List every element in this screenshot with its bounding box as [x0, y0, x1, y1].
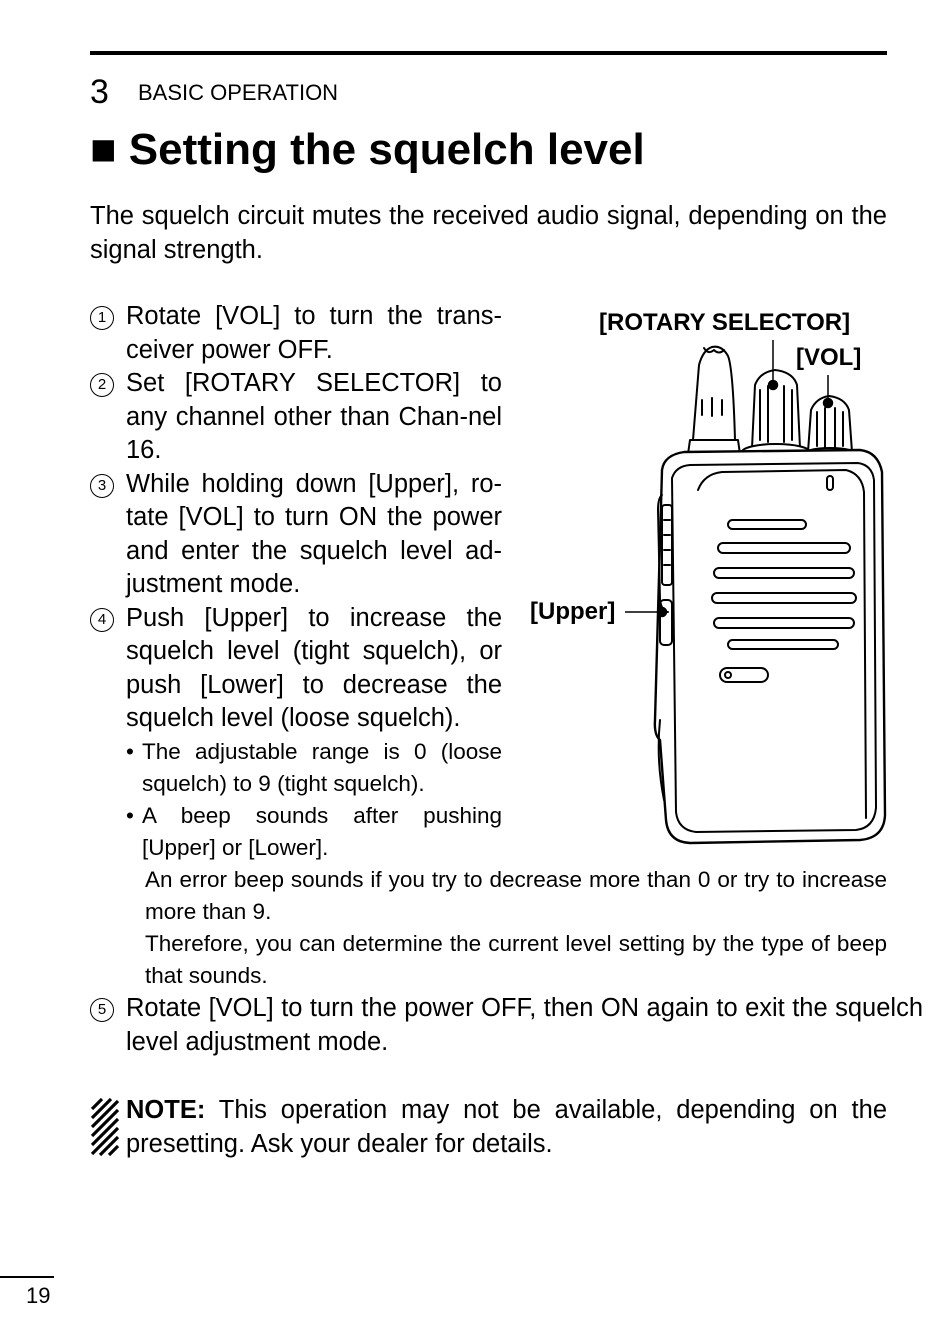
- note-text: [126, 1093, 887, 1161]
- step-4: [90, 602, 502, 736]
- chapter-title: BASIC OPERATION: [138, 80, 339, 105]
- bullet-mark: •: [126, 802, 134, 828]
- note-label: NOTE:: [126, 1096, 206, 1124]
- step-3: [90, 468, 502, 602]
- vol-label: [VOL]: [796, 344, 862, 371]
- step-5: [90, 992, 923, 1059]
- step-text: Rotate [VOL] to turn the power OFF, then ON again to exit the squelch level adjustment mode.: [126, 994, 923, 1056]
- step-1: [90, 300, 502, 367]
- chapter-number: 3: [90, 73, 109, 111]
- top-rule: [90, 51, 887, 55]
- note-body: This operation may not be available, depending on the presetting. Ask your dealer for details.: [126, 1096, 887, 1158]
- note-icon: [90, 1097, 120, 1157]
- bullet-text: The adjustable range is 0 (loose squelch) to 9 (tight squelch).: [142, 738, 502, 796]
- step-number-1: 1: [90, 306, 114, 330]
- bullet-mark: •: [126, 738, 134, 764]
- step-text: While holding down [Upper], ro-tate [VOL] to turn ON the power and enter the squelch level ad-justment mode.: [126, 469, 502, 598]
- bullet-text: A beep sounds after pushing [Upper] or [Lower].: [142, 802, 502, 860]
- footer-rule: [0, 1276, 54, 1278]
- step-2: [90, 367, 502, 468]
- continuation-line: Therefore, you can determine the current level setting by the type of beep that sounds.: [145, 931, 887, 988]
- step-number-2: 2: [90, 373, 114, 397]
- intro-paragraph: The squelch circuit mutes the received audio signal, depending on the signal strength.: [90, 202, 887, 264]
- step-number-5: 5: [90, 998, 114, 1022]
- continuation-line: An error beep sounds if you try to decrease more than 0 or try to increase more than 9.: [145, 867, 887, 924]
- step-text: Push [Upper] to increase the squelch level (tight squelch), or push [Lower] to decrease the squelch level (loose squelch).: [126, 603, 502, 732]
- step-text: Set [ROTARY SELECTOR] to any channel other than Chan-nel 16.: [126, 369, 502, 464]
- transceiver-illustration: [520, 300, 900, 850]
- bullet-continuation: [145, 864, 887, 992]
- step-number-4: 4: [90, 608, 114, 632]
- section-title: ■ Setting the squelch level: [90, 125, 645, 174]
- page-number: 19: [26, 1283, 51, 1308]
- rotary-selector-label: [ROTARY SELECTOR]: [599, 309, 851, 336]
- upper-label: [Upper]: [530, 598, 616, 625]
- bullet-item: [90, 736, 502, 800]
- bullet-item: [90, 800, 502, 864]
- step-text: Rotate [VOL] to turn the trans-ceiver power OFF.: [126, 302, 502, 364]
- steps-list: [90, 300, 502, 864]
- step-number-3: 3: [90, 474, 114, 498]
